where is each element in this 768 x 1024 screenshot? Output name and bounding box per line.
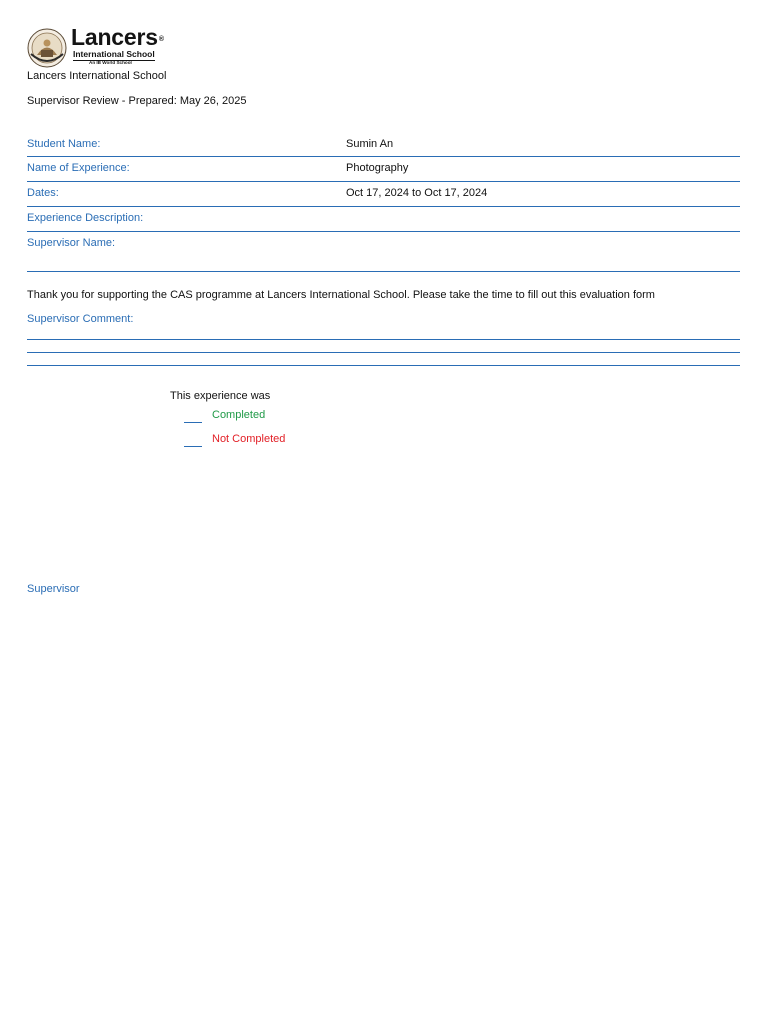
supervisor-signature-label: Supervisor [27,583,80,595]
not-completed-checkbox[interactable] [184,446,202,447]
student-name-value: Sumin An [346,138,394,150]
dates-value: Oct 17, 2024 to Oct 17, 2024 [346,187,488,199]
logo-wordmark: Lancers® [71,24,164,50]
supervisor-name-label: Supervisor Name: [27,237,116,249]
completed-checkbox[interactable] [184,422,202,423]
school-crest-icon [27,28,67,68]
supervisor-comment-label: Supervisor Comment: [27,313,134,325]
experience-name-label: Name of Experience: [27,162,130,174]
experience-description-label: Experience Description: [27,212,144,224]
school-logo [27,24,177,68]
school-name: Lancers International School [27,70,167,82]
completion-prompt: This experience was [170,390,271,402]
field-divider [27,156,740,157]
field-divider [27,181,740,182]
completed-option-label: Completed [212,409,266,421]
comment-line[interactable] [27,352,740,353]
logo-tagline: An IB World School [89,60,132,65]
experience-name-value: Photography [346,162,409,174]
logo-subtitle: International School [73,49,155,59]
thank-you-text: Thank you for supporting the CAS programme at Lancers International School. Please take the time to fill out this evaluation form [27,289,655,301]
not-completed-option-label: Not Completed [212,433,286,445]
comment-line[interactable] [27,339,740,340]
supervisor-name-line[interactable] [27,271,740,272]
dates-label: Dates: [27,187,59,199]
student-name-label: Student Name: [27,138,101,150]
field-divider [27,231,740,232]
field-divider [27,206,740,207]
review-title: Supervisor Review - Prepared: May 26, 2025 [27,95,247,107]
comment-line[interactable] [27,365,740,366]
